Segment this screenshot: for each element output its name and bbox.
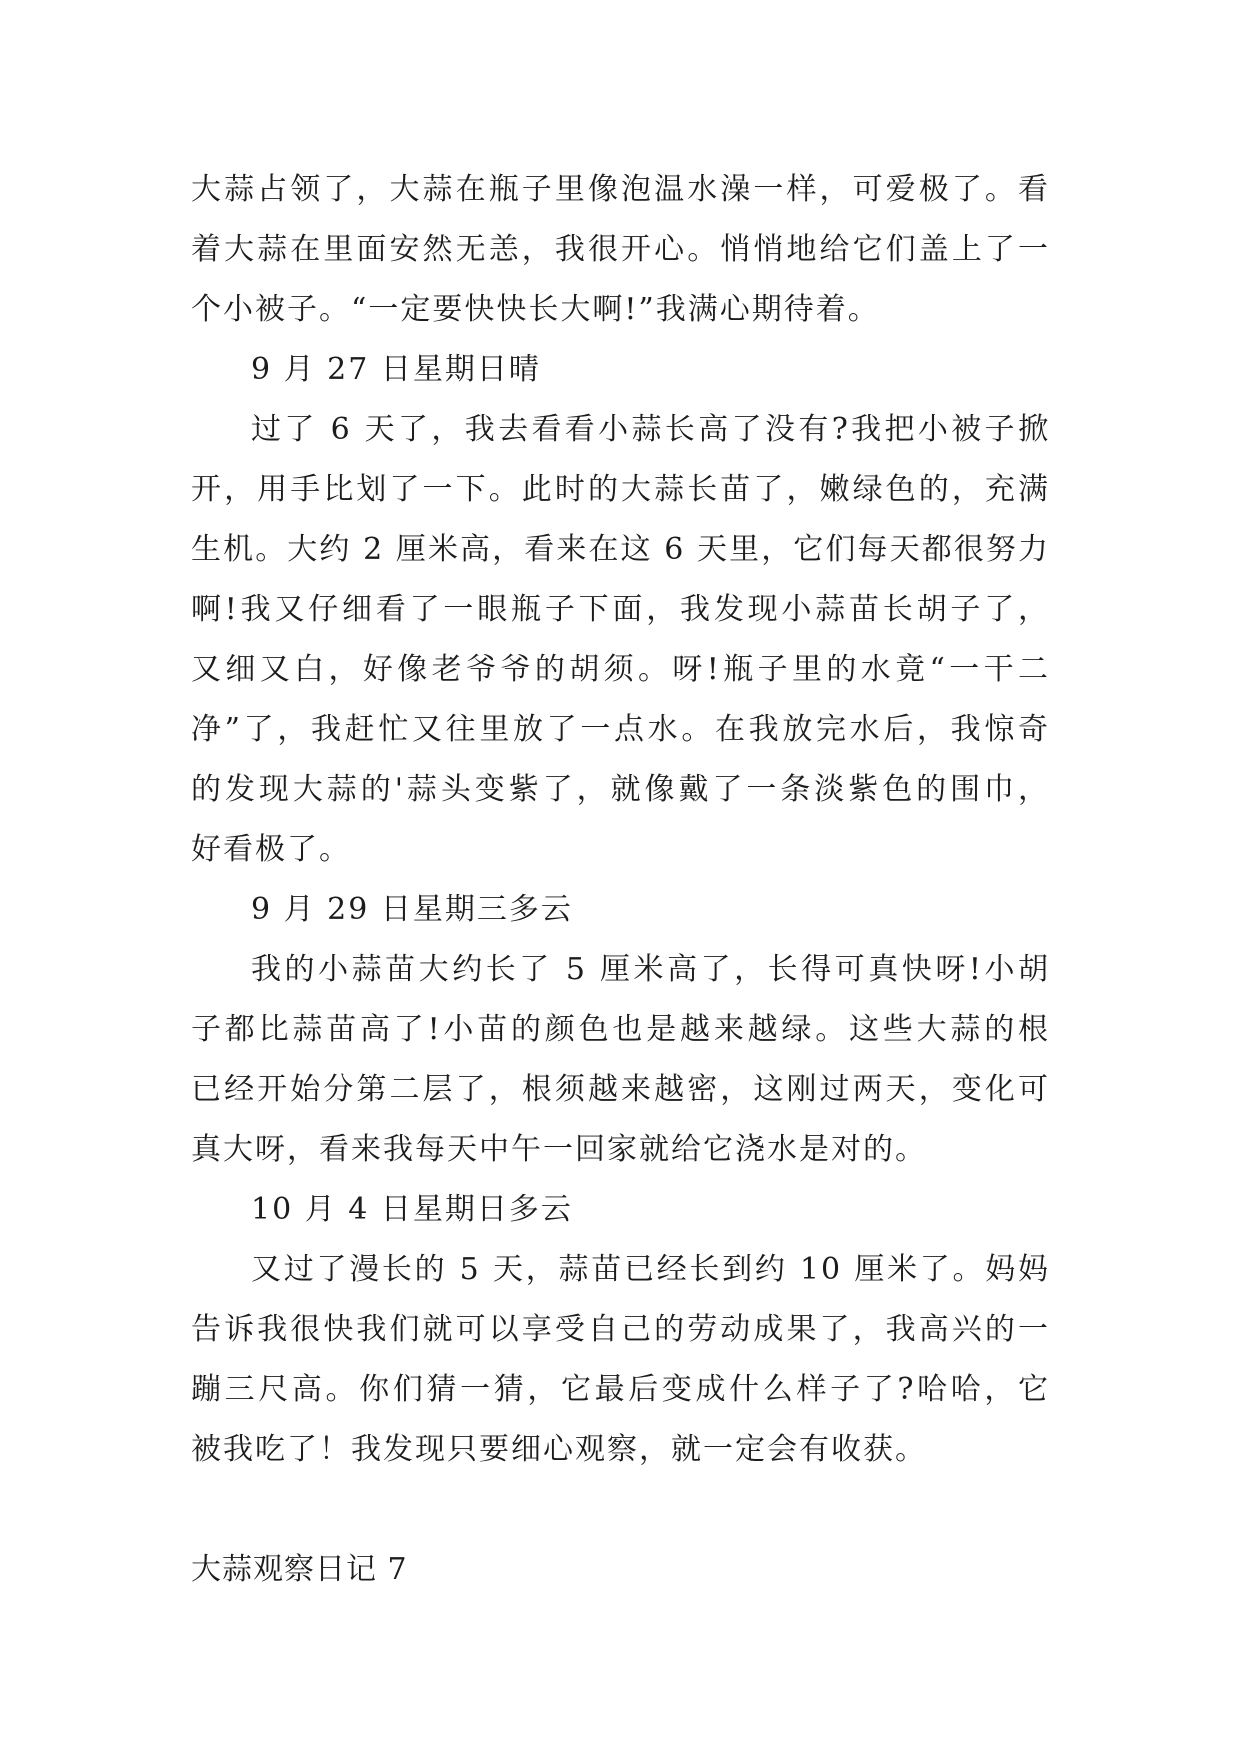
document-body [191, 160, 1050, 1480]
text-line: 9 月 29 日星期三多云 [251, 892, 573, 927]
text-line: 又细又白，好像老爷爷的胡须。呀!瓶子里的水竟“一干二 [191, 652, 1050, 687]
text-line: 又过了漫长的 5 天，蒜苗已经长到约 10 厘米了。妈妈 [251, 1252, 1050, 1287]
text-line: 开，用手比划了一下。此时的大蒜长苗了，嫩绿色的，充满 [191, 472, 1050, 507]
text-line: 10 月 4 日星期日多云 [251, 1192, 573, 1227]
text-line: 子都比蒜苗高了!小苗的颜色也是越来越绿。这些大蒜的根 [191, 1012, 1050, 1047]
text-line: 真大呀，看来我每天中午一回家就给它浇水是对的。 [191, 1132, 927, 1167]
text-line: 我的小蒜苗大约长了 5 厘米高了，长得可真快呀!小胡 [251, 952, 1050, 987]
text-line: 啊!我又仔细看了一眼瓶子下面，我发现小蒜苗长胡子了， [191, 592, 1050, 627]
text-line: 大蒜占领了，大蒜在瓶子里像泡温水澡一样，可爱极了。看 [191, 172, 1050, 207]
text-line: 个小被子。“一定要快快长大啊!”我满心期待着。 [191, 292, 880, 327]
text-line: 9 月 27 日星期日晴 [251, 352, 541, 387]
text-line: 的发现大蒜的'蒜头变紫了，就像戴了一条淡紫色的围巾， [191, 772, 1050, 807]
text-line: 着大蒜在里面安然无恙，我很开心。悄悄地给它们盖上了一 [191, 232, 1050, 267]
next-article-title: 大蒜观察日记 7 [191, 1552, 408, 1587]
text-line: 净”了，我赶忙又往里放了一点水。在我放完水后，我惊奇 [191, 712, 1050, 747]
text-line: 告诉我很快我们就可以享受自己的劳动成果了，我高兴的一 [191, 1312, 1050, 1347]
document-page [191, 160, 1050, 1600]
text-line: 蹦三尺高。你们猜一猜，它最后变成什么样子了?哈哈，它 [191, 1372, 1050, 1407]
text-line: 好看极了。 [191, 832, 351, 867]
text-line: 过了 6 天了，我去看看小蒜长高了没有?我把小被子掀 [251, 412, 1050, 447]
text-line: 被我吃了！我发现只要细心观察，就一定会有收获。 [191, 1432, 927, 1467]
section-gap [191, 1480, 1050, 1540]
text-line: 生机。大约 2 厘米高，看来在这 6 天里，它们每天都很努力 [191, 532, 1050, 567]
text-line: 已经开始分第二层了，根须越来越密，这刚过两天，变化可 [191, 1072, 1050, 1107]
